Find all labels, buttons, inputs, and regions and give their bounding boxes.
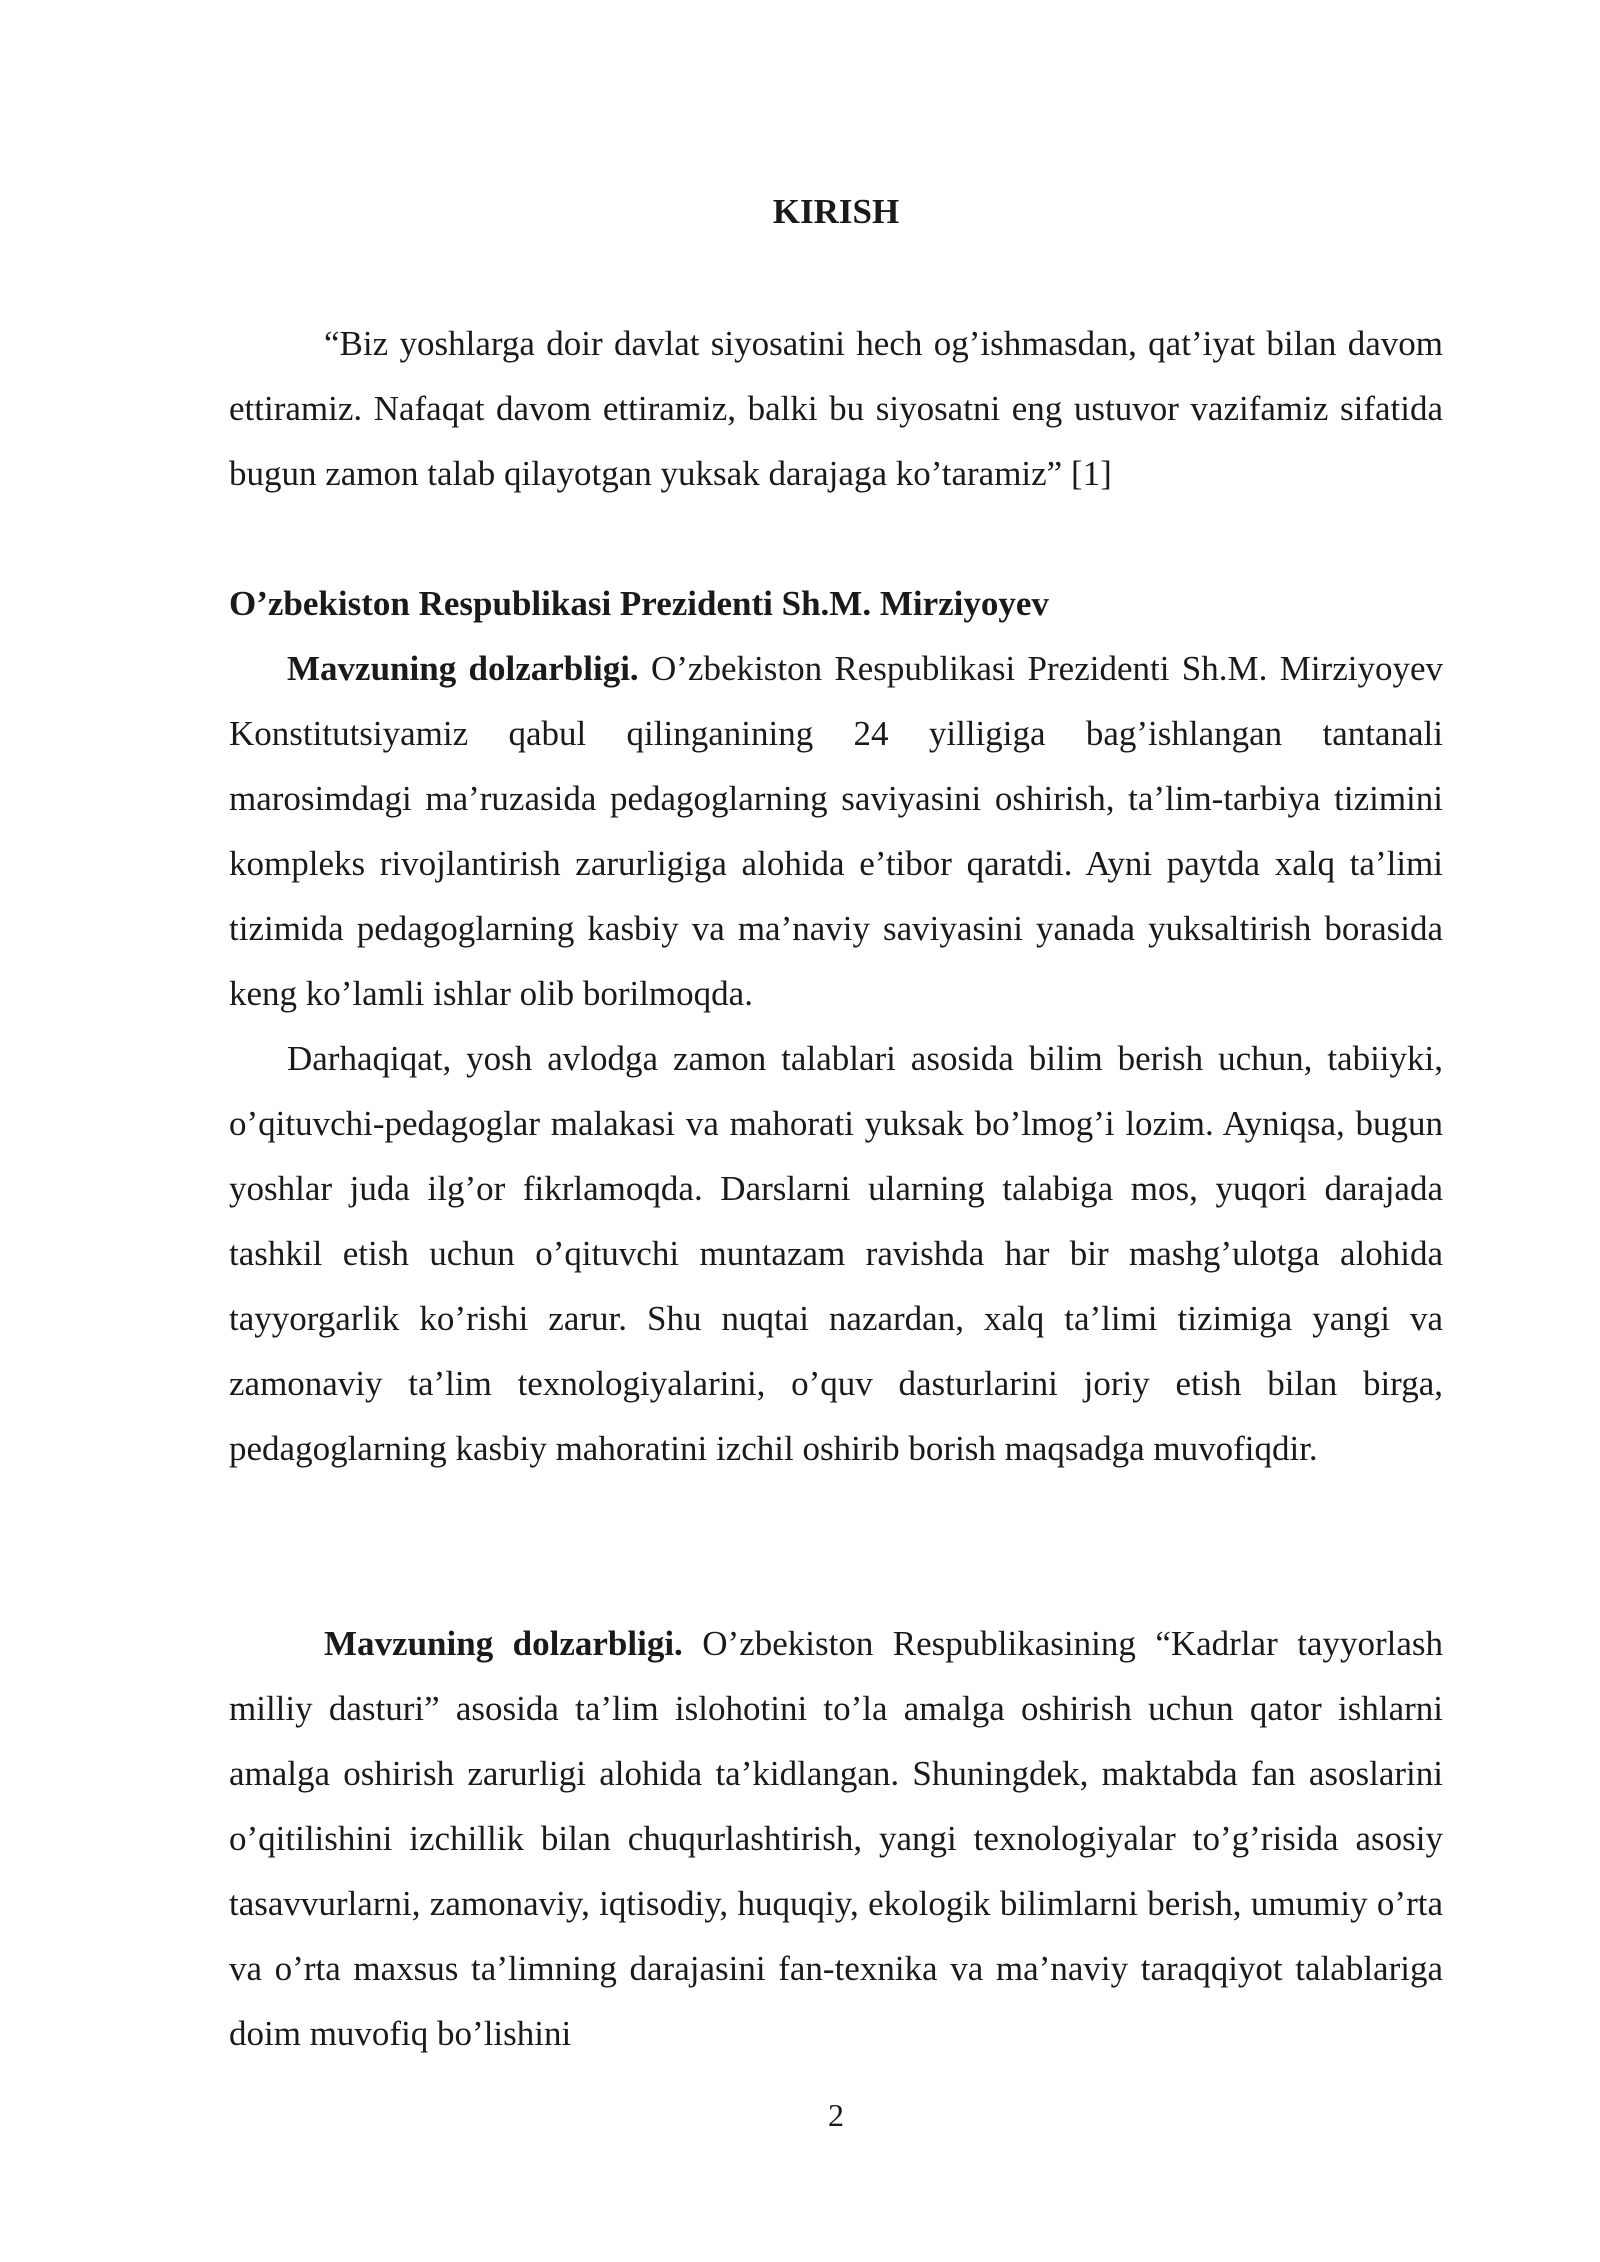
paragraph-heading: Mavzuning dolzarbligi. [287,649,639,688]
page-number: 2 [828,2097,844,2133]
paragraph-relevance-2 [229,1611,1443,2066]
epigraph-quote: “Biz yoshlarga doir davlat siyosatini hech og’ishmasdan, qat’iyat bilan davom ettiramiz. Nafaqat davom ettiramiz, balki bu siyosatni eng ustuvor vazifamiz sifatida bugun zamon talab qilayotgan yuksak darajaga ko’taramiz” [1] [229,324,1443,493]
paragraph-text: O’zbekiston Respublikasining “Kadrlar tayyorlash milliy dasturi” asosida ta’lim islohotini to’la amalga oshirish uchun qator ishlarni amalga oshirish zarurligi alohida ta’kidlangan. Shuningdek, maktabda fan asoslarini o’qitilishini izchillik bilan chuqurlashtirish, yangi texnologiyalar to’g’risida asosiy tasavvurlarni, zamonaviy, iqtisodiy, huquqiy, ekologik bilimlarni berish, umumiy o’rta va o’rta maxsus ta’limning darajasini fan-texnika va ma’naviy taraqqiyot talablariga doim muvofiq bo’lishini [229,1624,1443,2053]
page-title: KIRISH [772,192,900,231]
paragraph-relevance-1 [229,636,1443,1026]
epigraph-author: O’zbekiston Respublikasi Prezidenti Sh.M. Mirziyoyev [229,584,1049,623]
paragraph-heading: Mavzuning dolzarbligi. [324,1624,683,1663]
paragraph-darhaqiqat: Darhaqiqat, yosh avlodga zamon talablari asosida bilim berish uchun, tabiiyki, o’qituvchi-pedagoglar malakasi va mahorati yuksak bo’lmog’i lozim. Ayniqsa, bugun yoshlar juda ilg’or fikrlamoqda. Darslarni ularning talabiga mos, yuqori darajada tashkil etish uchun o’qituvchi muntazam ravishda har bir mashg’ulotga alohida tayyorgarlik ko’rishi zarur. Shu nuqtai nazardan, xalq ta’limi tizimiga yangi va zamonaviy ta’lim texnologiyalarini, o’quv dasturlarini joriy etish bilan birga, pedagoglarning kasbiy mahoratini izchil oshirib borish maqsadga muvofiqdir. [229,1039,1443,1468]
paragraph-text: O’zbekiston Respublikasi Prezidenti Sh.M. Mirziyoyev Konstitutsiyamiz qabul qilinganining 24 yilligiga bag’ishlangan tantanali marosimdagi ma’ruzasida pedagoglarning saviyasini oshirish, ta’lim-tarbiya tizimini kompleks rivojlantirish zarurligiga alohida e’tibor qaratdi. Ayni paytda xalq ta’limi tizimida pedagoglarning kasbiy va ma’naviy saviyasini yanada yuksaltirish borasida keng ko’lamli ishlar olib borilmoqda. [229,649,1443,1013]
